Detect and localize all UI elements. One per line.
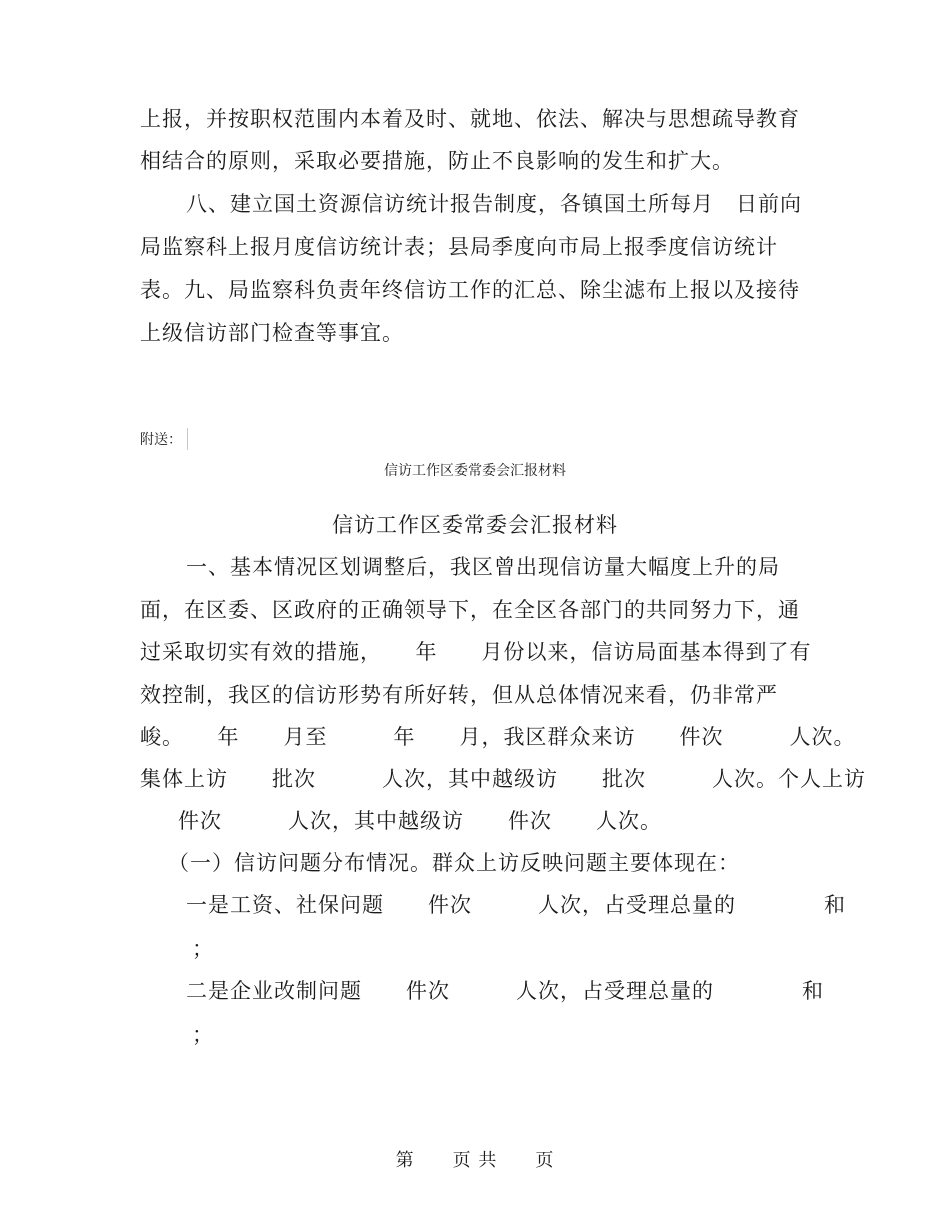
page-footer: 第 页 共 页 xyxy=(395,1150,555,1171)
document-title: 信访工作区委常委会汇报材料 xyxy=(332,513,618,537)
body-line: 过采取切实有效的措施， 年 月份以来，信访局面基本得到了有 xyxy=(140,640,812,664)
body-line: 效控制，我区的信访形势有所好转，但从总体情况来看，仍非常严 xyxy=(140,683,778,707)
section-heading: （一）信访问题分布情况。群众上访反映问题主要体现在： xyxy=(168,851,740,875)
body-line: 相结合的原则，采取必要措施，防止不良影响的发生和扩大。 xyxy=(140,149,734,173)
small-title: 信访工作区委常委会汇报材料 xyxy=(384,463,566,479)
body-line: 八、建立国土资源信访统计报告制度，各镇国土所每月 日前向 xyxy=(186,192,802,216)
body-line: 件次 人次，其中越级访 件次 人次。 xyxy=(178,809,662,833)
body-line: 峻。 年 月至 年 月，我区群众来访 件次 人次。 xyxy=(140,725,856,749)
body-line: 上报，并按职权范围内本着及时、就地、依法、解决与思想疏导教育 xyxy=(140,107,800,131)
list-item-end: ； xyxy=(192,937,214,961)
field-marker xyxy=(187,428,188,450)
body-line: 面，在区委、区政府的正确领导下，在全区各部门的共同努力下，通 xyxy=(140,598,800,622)
cc-label: 附送： xyxy=(140,432,182,448)
list-item: 二是企业改制问题 件次 人次，占受理总量的 和 xyxy=(186,979,824,1003)
list-item: 一是工资、社保问题 件次 人次，占受理总量的 和 xyxy=(186,893,846,917)
body-line: 表。九、局监察科负责年终信访工作的汇总、除尘滤布上报以及接待 xyxy=(140,278,800,302)
body-line: 局监察科上报月度信访统计表；县局季度向市局上报季度信访统计 xyxy=(140,235,778,259)
body-line: 一、基本情况区划调整后，我区曾出现信访量大幅度上升的局 xyxy=(186,555,780,579)
body-line: 集体上访 批次 人次，其中越级访 批次 人次。个人上访 xyxy=(140,767,866,791)
body-line: 上级信访部门检查等事宜。 xyxy=(140,321,404,345)
list-item-end: ； xyxy=(192,1023,214,1047)
